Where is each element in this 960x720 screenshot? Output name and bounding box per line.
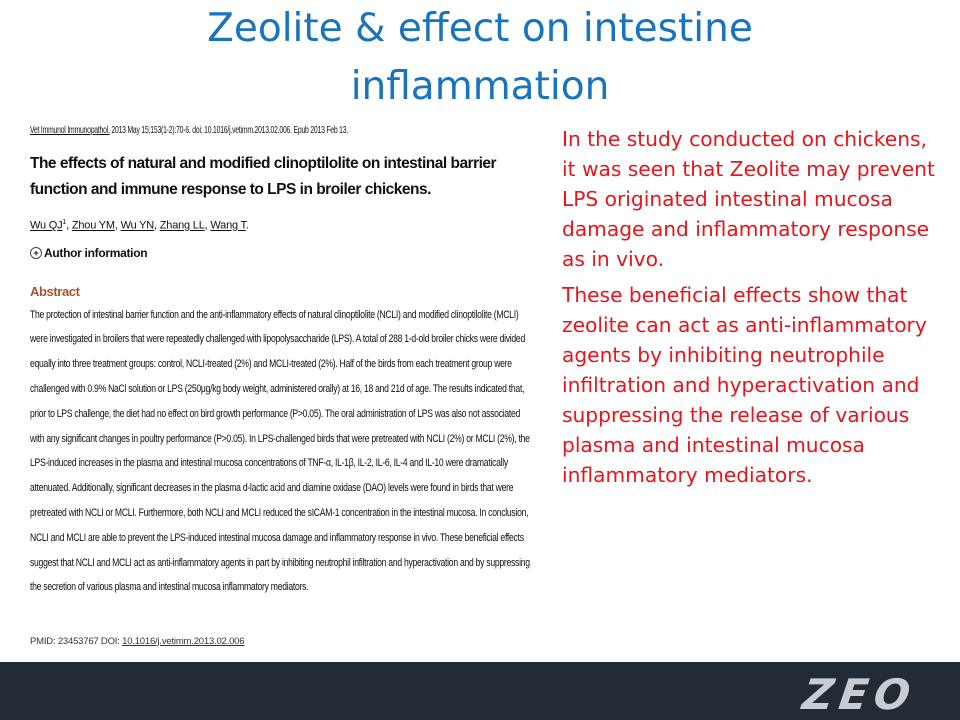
- abstract-line: suggest that NCLI and MCLI act as anti-inflammatory agents in part by inhibiting neutrophil infiltration and hyperactivation and by suppressing: [30, 556, 530, 569]
- abstract-line: prior to LPS challenge, the diet had no effect on bird growth performance (P>0.05). The oral administration of LPS was also not associated: [30, 407, 521, 420]
- abstract-line: pretreated with NCLI or MCLI. Furthermore, both NCLI and MCLI reduced the sICAM-1 concentration in the intestinal mucosa. In conclusion,: [30, 507, 529, 520]
- doi-link[interactable]: 10.1016/j.vetimm.2013.02.006: [122, 636, 245, 647]
- abstract-line: challenged with 0.9% NaCl solution or LPS (250μg/kg body weight, administered orally) at 16, 18 and 21d of age. The results indicated that,: [30, 383, 525, 396]
- abstract-line: The protection of intestinal barrier function and the anti-inflammatory effects of natural clinoptilolite (NCLI) and modified clinoptilolite (MCLI): [30, 308, 519, 321]
- citation: [30, 124, 360, 136]
- abstract-heading: Abstract: [30, 283, 80, 299]
- abstract-line: equally into three treatment groups: control, NCLI-treated (2%) and MCLI-treated (2%). Half of the birds from each treatment group were: [30, 358, 512, 371]
- summary-paragraph-1: In the study conducted on chickens, it was seen that Zeolite may prevent LPS originated intestinal mucosa damage and inflammatory response as in vivo.: [562, 127, 935, 271]
- author-link[interactable]: Wu YN: [120, 219, 155, 232]
- summary-paragraph-2: These beneficial effects show that zeolite can act as anti-inflammatory agents by inhibiting neutrophile infiltration and hyperactivation and suppressing the release of various plasma and intestinal mucosa inflammatory mediators.: [562, 283, 927, 487]
- author-information-toggle[interactable]: [30, 246, 540, 260]
- paper-title: The effects of natural and modified clinoptilolite on intestinal barrier function and immune response to LPS in broiler chickens.: [30, 155, 497, 198]
- author-list: Wu $QJ^1$, Zhou YM, Wu YN, Zhang LL, Wang T.: [30, 219, 249, 232]
- abstract-body: [30, 303, 530, 601]
- paper-excerpt: [30, 124, 540, 600]
- expand-icon: +: [30, 247, 42, 259]
- pmid-text: PMID: 23453767 DOI:: [30, 636, 123, 647]
- abstract-line: were investigated in broilers that were repeatedly challenged with lipopolysaccharide (LPS). A total of 288 1-d-old broiler chicks were divided: [30, 333, 525, 346]
- citation-details: 2013 May 15;153(1-2):70-6. doi: 10.1016/j.vetimm.2013.02.006. Epub 2013 Feb 13.: [109, 124, 349, 136]
- abstract-line: with any significant changes in poultry performance (P>0.05). In LPS-challenged birds that were pretreated with NCLI (2%) or MCLI (2%), the: [30, 432, 530, 445]
- pmid-doi-line: [30, 636, 244, 647]
- slide-title-line1: Zeolite & effect on intestine: [207, 6, 753, 51]
- abstract-line: the secretion of various plasma and intestinal mucosa inflammatory mediators.: [30, 581, 309, 594]
- slide-title: [0, 0, 960, 116]
- author-link[interactable]: Wang T: [210, 219, 246, 232]
- author-link[interactable]: Wu QJ: [30, 219, 63, 232]
- zeo-logo: ZEO: [799, 670, 920, 719]
- author-information-label: Author information: [44, 245, 148, 260]
- abstract-line: attenuated. Additionally, significant decreases in the plasma d-lactic acid and diamine oxidase (DAO) levels were found in birds that were: [30, 482, 514, 495]
- abstract-line: LPS-induced increases in the plasma and intestinal mucosa concentrations of TNF-α, IL-1β, IL-2, IL-6, IL-4 and IL-10 were dramatically: [30, 457, 508, 470]
- abstract-line: NCLI and MCLI are able to prevent the LPS-induced intestinal mucosa damage and inflammatory response in vivo. These beneficial effects: [30, 531, 524, 544]
- journal-link[interactable]: Vet Immunol Immunopathol.: [30, 124, 110, 136]
- author-link[interactable]: Zhou YM: [71, 219, 115, 232]
- footer-bar: [0, 662, 960, 720]
- slide-title-line2: inflammation: [350, 64, 610, 109]
- author-link[interactable]: Zhang LL: [159, 219, 205, 232]
- summary-text: [562, 124, 942, 496]
